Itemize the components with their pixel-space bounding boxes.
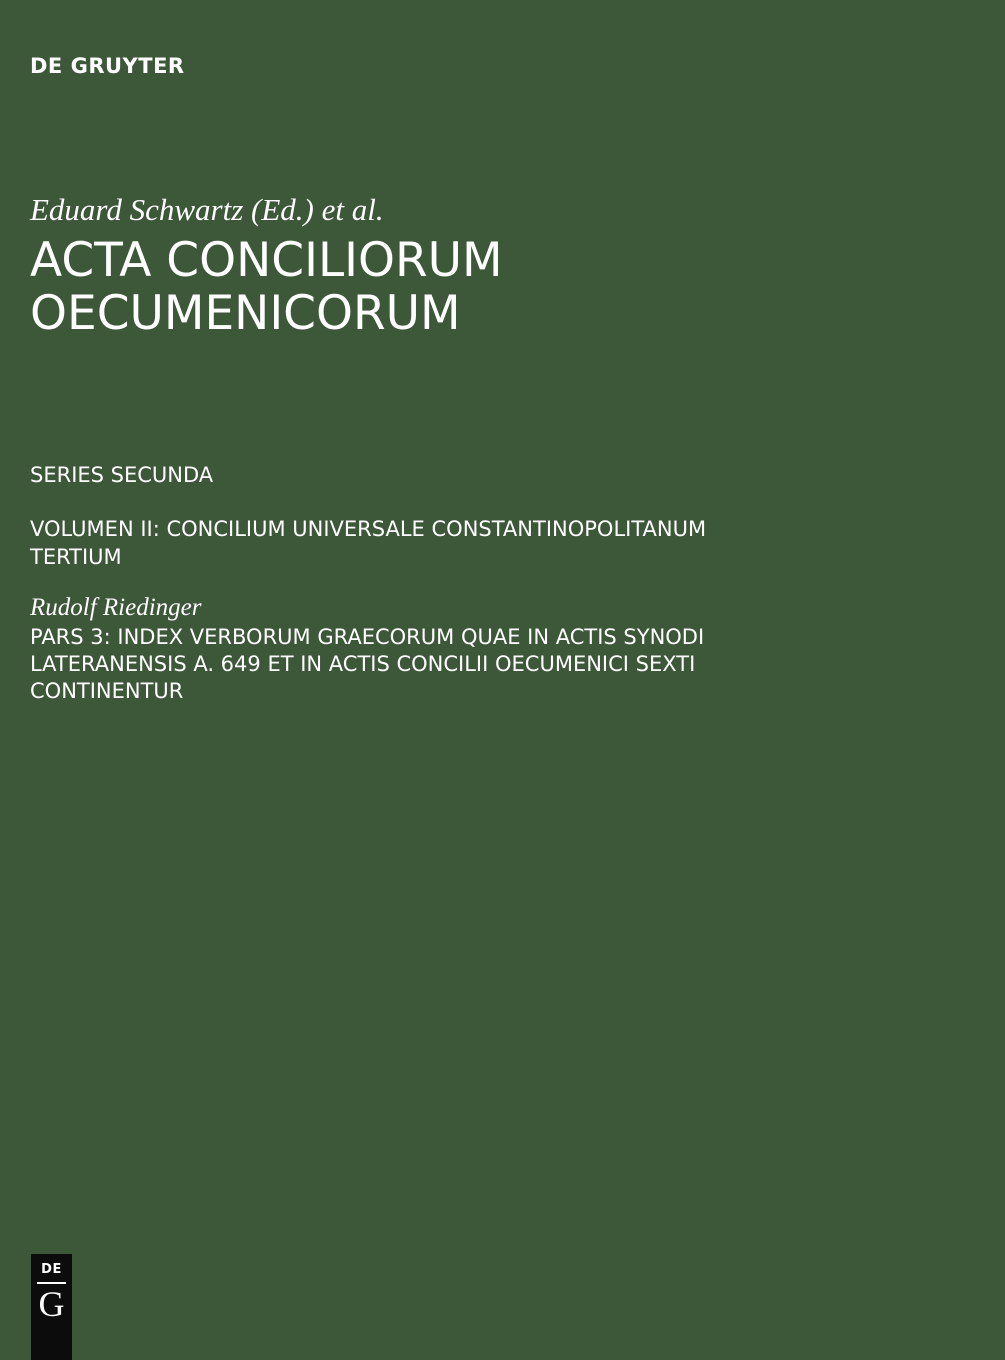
book-title <box>30 234 970 340</box>
author-name: Rudolf Riedinger <box>30 594 202 621</box>
book-title-line-2: OECUMENICORUM <box>30 286 461 341</box>
volume-title-line-1: VOLUMEN II: CONCILIUM UNIVERSALE CONSTANTINOPOLITANUM <box>30 517 707 541</box>
publisher-name: DE GRUYTER <box>30 54 185 78</box>
part-title-line-2: LATERANENSIS A. 649 ET IN ACTIS CONCILII OECUMENICI SEXTI <box>30 652 696 676</box>
logo-g-text: G <box>38 1284 65 1324</box>
volume-title-line-2: TERTIUM <box>30 545 122 569</box>
part-title <box>30 624 930 705</box>
series-name: SERIES SECUNDA <box>30 463 214 487</box>
part-title-line-1: PARS 3: INDEX VERBORUM GRAECORUM QUAE IN ACTIS SYNODI <box>30 625 705 649</box>
book-title-line-1: ACTA CONCILIORUM <box>30 233 503 288</box>
editors-line: Eduard Schwartz (Ed.) et al. <box>30 192 384 227</box>
volume-title <box>30 515 930 571</box>
logo-de-text: DE <box>41 1262 62 1277</box>
de-gruyter-logo-icon <box>31 1254 72 1360</box>
part-title-line-3: CONTINENTUR <box>30 679 184 703</box>
